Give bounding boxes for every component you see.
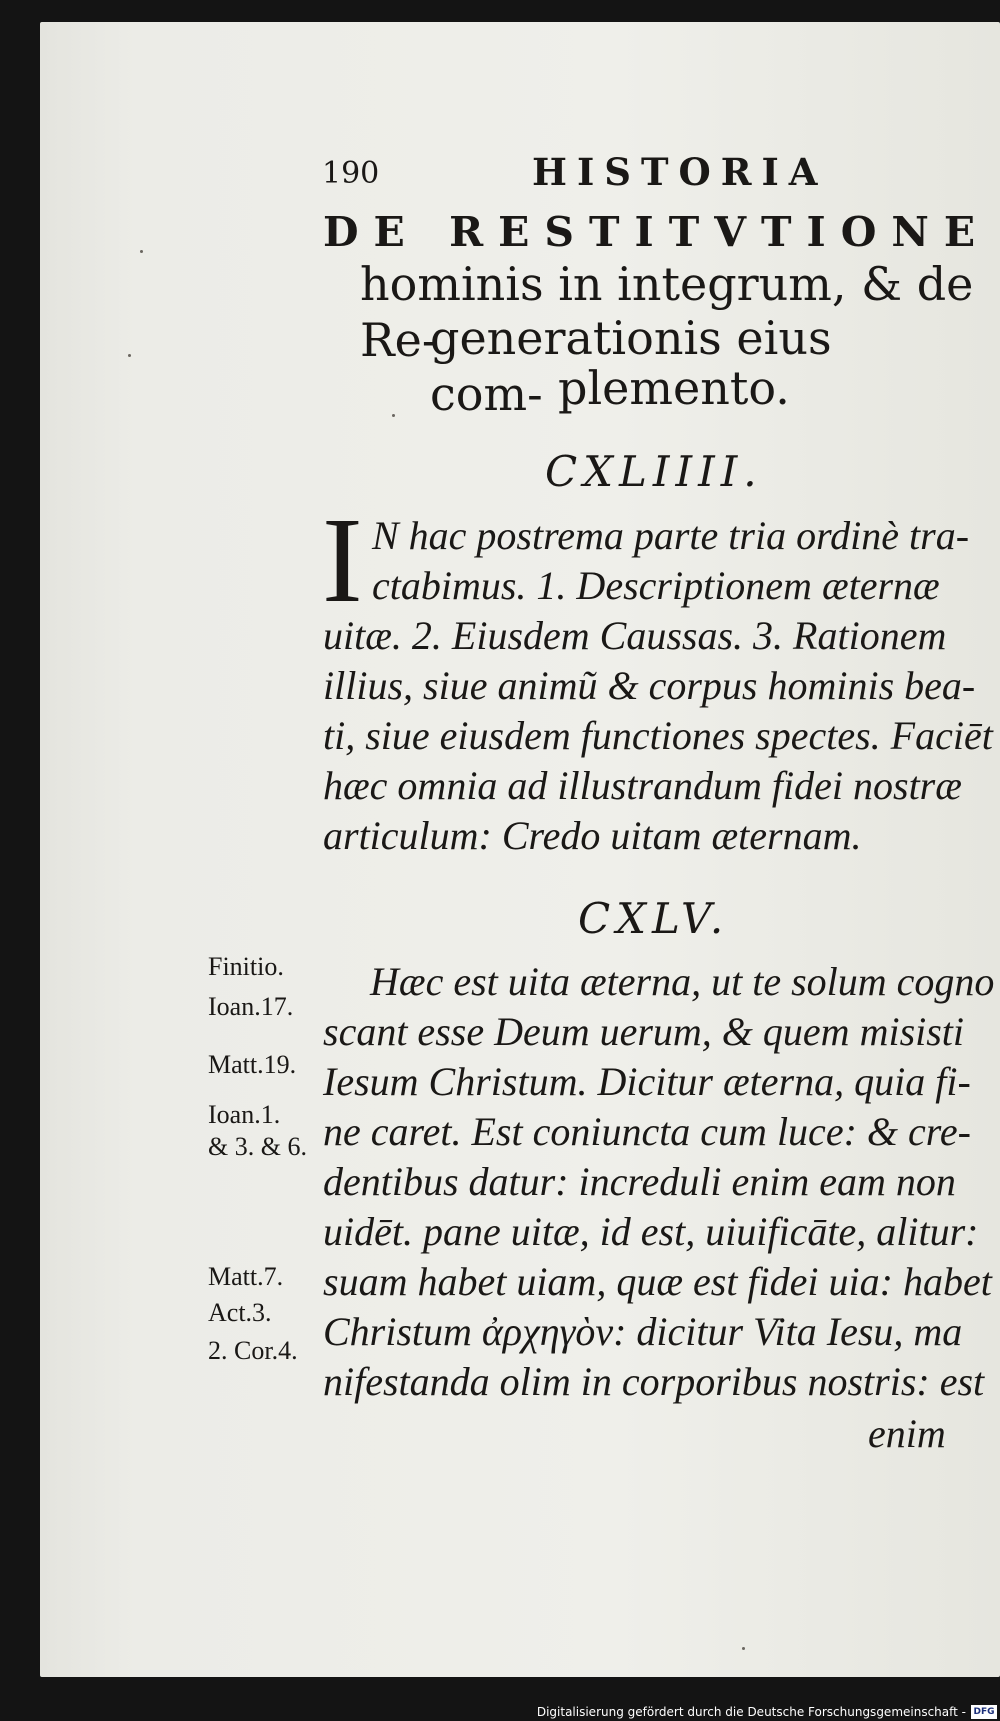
margin-note: Matt.19. xyxy=(208,1050,297,1079)
paragraph-line: hæc omnia ad illustrandum fidei nostræ xyxy=(323,763,962,808)
chapter-title-line-2: hominis in integrum, & de Re- xyxy=(360,257,974,367)
paper-speck xyxy=(742,1647,745,1650)
paragraph-line: Iesum Christum. Dicitur æterna, quia fi- xyxy=(323,1059,971,1104)
margin-note: Ioan.17. xyxy=(208,992,294,1021)
paragraph-line: ctabimus. 1. Descriptionem æternæ xyxy=(372,563,940,608)
paragraph-line: suam habet uiam, quæ est fidei uia: habet xyxy=(323,1259,992,1304)
paper-speck xyxy=(128,354,131,357)
chapter-title-line-1: DE RESTITVTIONE xyxy=(323,208,991,256)
paragraph-line: N hac postrema parte tria ordinè tra- xyxy=(372,513,970,558)
paragraph-line: illius, siue animũ & corpus hominis bea- xyxy=(323,663,976,708)
paragraph-line: ti, siue eiusdem functiones spectes. Faciēt xyxy=(323,713,993,758)
section-numeral-cxliiii: CXLIIII. xyxy=(545,447,763,496)
paragraph-line: dentibus datur: increduli enim eam non xyxy=(323,1159,956,1204)
paragraph-line: articulum: Credo uitam æternam. xyxy=(323,813,862,858)
paragraph-line: Christum ἀρχηγὸν: dicitur Vita Iesu, ma xyxy=(323,1309,963,1354)
margin-note: & 3. & 6. xyxy=(208,1132,307,1161)
paper-speck xyxy=(140,250,143,253)
drop-cap: I xyxy=(322,493,363,628)
margin-note: 2. Cor.4. xyxy=(208,1336,298,1365)
paper-speck xyxy=(392,414,395,417)
book-page xyxy=(40,22,1000,1677)
section-numeral-cxlv: CXLV. xyxy=(578,894,730,943)
catchword: enim xyxy=(868,1411,946,1456)
footer-credit: Digitalisierung gefördert durch die Deutsche Forschungsgemeinschaft - xyxy=(536,1705,966,1719)
paragraph-line: Hæc est uita æterna, ut te solum cogno xyxy=(370,959,995,1004)
margin-note: Act.3. xyxy=(208,1298,272,1327)
chapter-title-line-3: generationis eius com- xyxy=(430,311,832,421)
paragraph-line: uidēt. pane uitæ, id est, uiuificāte, alitur: xyxy=(323,1209,979,1254)
digitization-footer xyxy=(0,1703,1000,1721)
margin-note: Ioan.1. xyxy=(208,1100,281,1129)
paragraph-line: scant esse Deum uerum, & quem misisti xyxy=(323,1009,965,1054)
margin-note: Matt.7. xyxy=(208,1262,284,1291)
paragraph-line: nifestanda olim in corporibus nostris: est xyxy=(323,1359,985,1404)
dfg-logo: DFG xyxy=(971,1705,997,1719)
margin-note: Finitio. xyxy=(208,952,284,981)
paragraph-line: ne caret. Est coniuncta cum luce: & cre- xyxy=(323,1109,971,1154)
chapter-title-line-4: plemento. xyxy=(558,361,790,415)
paragraph-line: uitæ. 2. Eiusdem Caussas. 3. Rationem xyxy=(323,613,947,658)
running-head xyxy=(322,150,882,194)
running-title: HISTORIA xyxy=(532,150,828,194)
page-number: 190 xyxy=(322,156,380,191)
